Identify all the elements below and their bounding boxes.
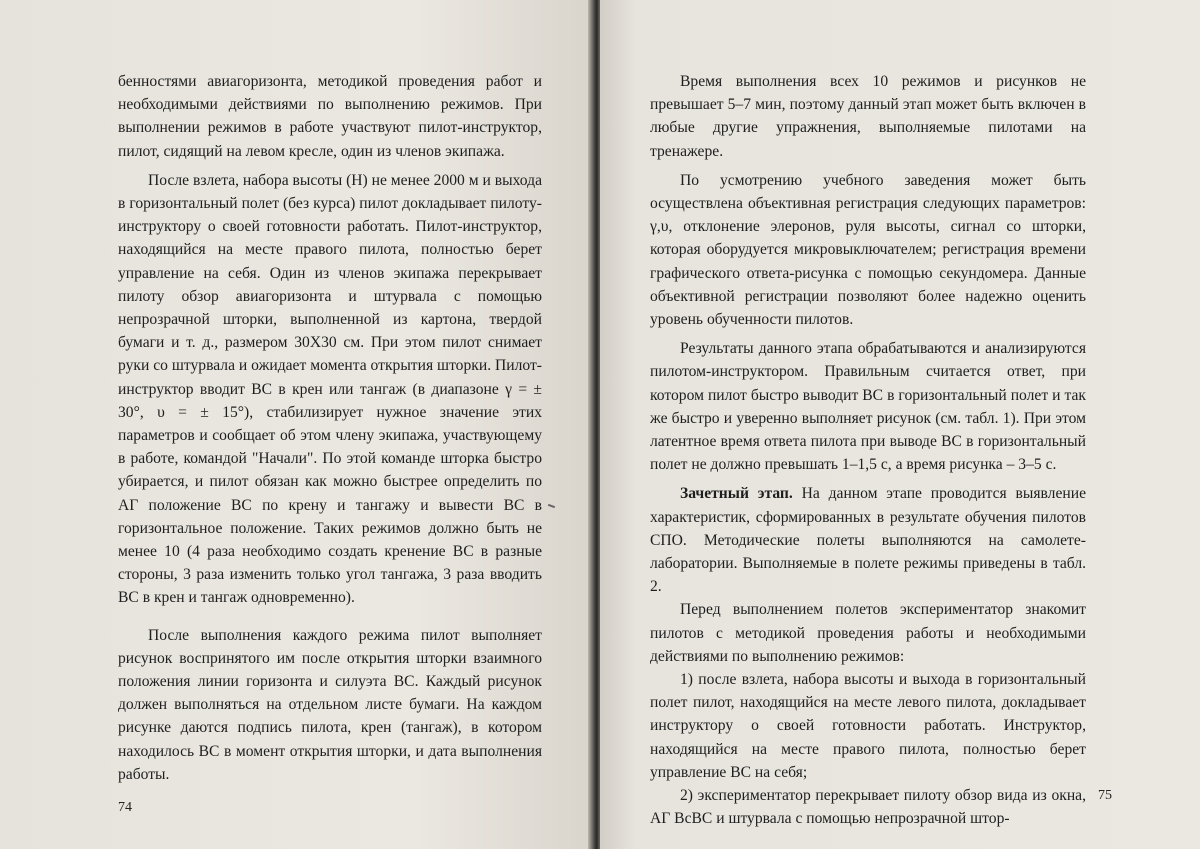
paragraph: После выполнения каждого режима пилот выполняет рисунок воспринятого им после открытия шторки взаимного положения линии горизонта и силуэта ВС. Каждый рисунок должен выполняться на отдельном листе бумаги. На каждом рисунке даются подпись пилота, крен (тангаж), в котором находилось ВС в момент открытия шторки, и дата выполнения работы. [118, 626, 542, 783]
paragraph: После взлета, набора высоты (H) не менее 2000 м и выхода в горизонтальный полет (без курса) пилот докладывает пилоту-инструктору о своей готовности работать. Пилот-инструктор, находящийся на месте правого пилота, полностью берет управление на себя. Один из членов экипажа перекрывает пилоту обзор авиагоризонта и штурвала с помощью непрозрачной шторки, выполненной из картона, твердой бумаги и т. д., размером 30Х30 см. При этом пилот снимает руки со штурвала и ожидает момента открытия шторки. Пилот-инструктор вводит ВС в крен или тангаж (в диапазоне γ = ± 30°, υ = ± 15°), стабилизирует нужное значение этих параметров и сообщает об этом члену экипажа, участвующему в работе, командой "Начали". По этой команде шторка быстро убирается, и пилот обязан как можно быстрее определить по АГ положение ВС по крену и тангажу и вывести ВС в горизонтальное положение. Таких режимов должно быть не менее 10 (4 раза необходимо создать кренение ВС в разные стороны, 3 раза изменить только угол тангажа, 3 раза вводить ВС в крен и тангаж одновременно). [118, 171, 543, 607]
paragraph [650, 482, 1086, 598]
page-number: 75 [1098, 788, 1112, 803]
left-page [0, 0, 592, 849]
paragraph: Время выполнения всех 10 режимов и рисунков не превышает 5–7 мин, поэтому данный этап может быть включен в любые другие упражнения, выполняемые пилотами на тренажере. [650, 73, 1086, 160]
paragraph: 2) экспериментатор перекрывает пилоту обзор вида из окна, АГ ВсВС и штурвала с помощью непрозрачной штор- [650, 787, 1086, 828]
right-page-text [650, 70, 1086, 831]
page-number: 74 [118, 800, 132, 815]
paragraph: Результаты данного этапа обрабатываются и анализируются пилотом-инструктором. Правильным считается ответ, при котором пилот быстро выводит ВС в горизонтальный полет и так же быстро и уверенно выполняет рисунок (см. табл. 1). При этом латентное время ответа пилота при выводе ВС в горизонтальный полет не должно превышать 1–1,5 с, а время рисунка – 3–5 с. [650, 340, 1086, 474]
left-page-text [118, 70, 542, 786]
right-page [600, 0, 1200, 849]
paragraph: бенностями авиагоризонта, методикой проведения работ и необходимыми действиями по выполнению режимов. При выполнении режимов в работе участвуют пилот-инструктор, пилот, сидящий на левом кресле, один из членов экипажа. [118, 73, 542, 160]
paragraph: По усмотрению учебного заведения может быть осуществлена объективная регистрация следующих параметров: γ,υ, отклонение элеронов, руля высоты, сигнал со шторки, которая оборудуется микровыключателем; регистрация времени графического ответа-рисунка с помощью секундомера. Данные объективной регистрации позволяют более надежно оценить уровень обученности пилотов. [650, 171, 1086, 329]
paragraph-text: На данном этапе проводится выявление характеристик, сформированных в результате обучения пилотов СПО. Методические полеты выполняются на самолете-лаборатории. Выполняемые в полете режимы приведены в табл. 2. [650, 485, 1086, 596]
margin-mark [548, 504, 555, 508]
paragraph: Перед выполнением полетов экспериментатор знакомит пилотов с методикой проведения работы и необходимыми действиями по выполнению режимов: [650, 601, 1086, 665]
section-heading: Зачетный этап. [680, 485, 793, 503]
paragraph: 1) после взлета, набора высоты и выхода в горизонтальный полет пилот, находящийся на месте левого пилота, докладывает инструктору о своей готовности работать. Инструктор, находящийся на месте правого пилота, полностью берет управление ВС на себя; [650, 671, 1086, 781]
